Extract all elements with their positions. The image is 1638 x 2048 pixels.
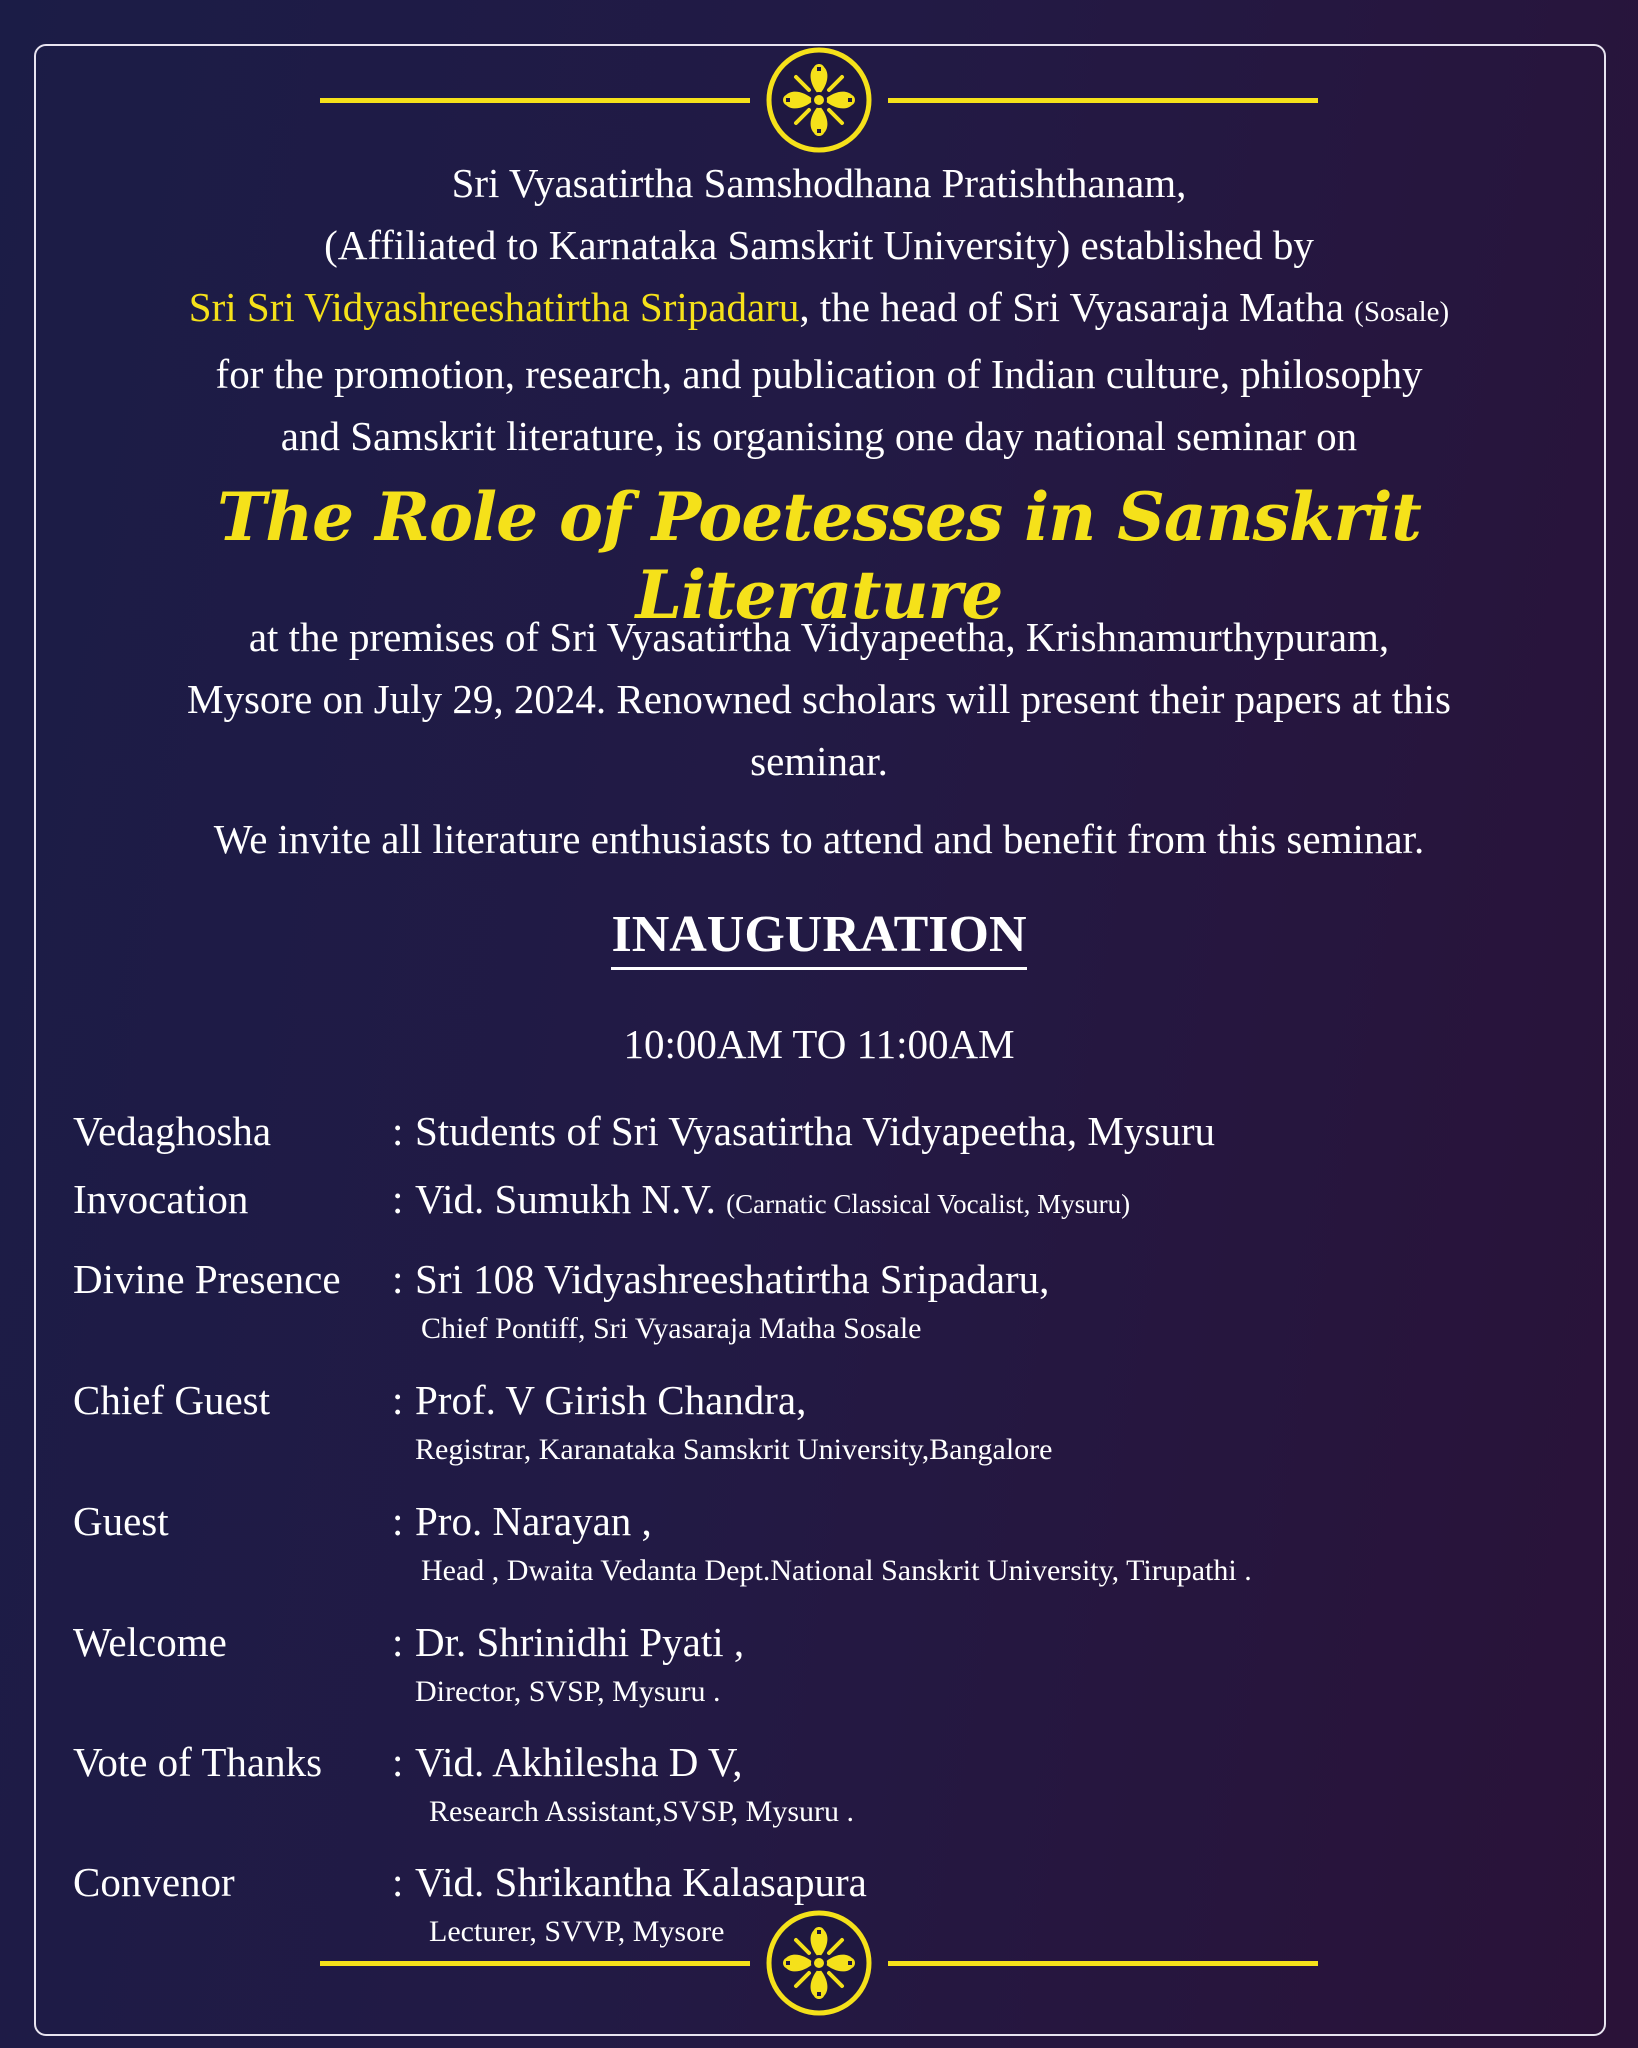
ornament-line [320, 98, 750, 103]
intro-line: and Samskrit literature, is organising one day national seminar on [280, 413, 1358, 459]
intro-text [40, 152, 1598, 467]
intro-line [40, 276, 1598, 343]
ornament-line [888, 1961, 1318, 1966]
venue-line: Mysore on July 29, 2024. Renowned scholars will present their papers at this [187, 676, 1451, 722]
ornament-line [888, 98, 1318, 103]
role-label: Vote of Thanks [73, 1739, 323, 1785]
person-name-text: Vid. Akhilesha D V, [415, 1739, 743, 1785]
flower-emblem-icon [764, 45, 874, 155]
person-designation: Chief Pontiff, Sri Vyasaraja Matha Sosale [421, 1312, 922, 1345]
role-label: Convenor [73, 1859, 235, 1905]
role-label: Chief Guest [73, 1377, 270, 1423]
role-label: Guest [73, 1498, 169, 1544]
top-ornament [0, 45, 1638, 155]
seminar-title: The Role of Poetesses in Sanskrit Literature [217, 478, 1421, 634]
venue-line: at the premises of Sri Vyasatirtha Vidyapeetha, Krishnamurthypuram, [248, 614, 1390, 660]
person-note: (Carnatic Classical Vocalist, Mysuru) [726, 1189, 1131, 1219]
person-name-text: Prof. V Girish Chandra, [415, 1377, 807, 1423]
venue-text [40, 606, 1598, 870]
ornament-line [320, 1961, 750, 1966]
intro-line: (Affiliated to Karnataka Samskrit University) established by [324, 222, 1314, 268]
person-designation: Research Assistant,SVSP, Mysuru . [429, 1795, 855, 1828]
person-name [415, 1175, 1130, 1228]
founder-name: Sri Sri Vidyashreeshatirtha Sripadaru [188, 284, 800, 330]
person-name [415, 1858, 867, 1906]
separator: : [392, 1498, 404, 1544]
bottom-ornament [0, 1908, 1638, 2018]
person-name [415, 1255, 1049, 1303]
separator: : [392, 1619, 404, 1665]
person-name [415, 1376, 806, 1424]
flower-emblem-icon [764, 1908, 874, 2018]
person-name-text: Sri 108 Vidyashreeshatirtha Sripadaru, [415, 1256, 1050, 1302]
person-designation: Director, SVSP, Mysuru . [415, 1675, 721, 1708]
person-name-text: Vid. Sumukh N.V. [415, 1176, 716, 1222]
separator: : [392, 1739, 404, 1785]
intro-line: Sri Vyasatirtha Samshodhana Pratishthanam, [451, 160, 1187, 206]
person-name-text: Students of Sri Vyasatirtha Vidyapeetha, Mysuru [415, 1108, 1215, 1154]
role-label: Divine Presence [73, 1256, 341, 1302]
person-name [415, 1107, 1215, 1155]
person-name [415, 1497, 652, 1545]
role-label: Welcome [73, 1619, 227, 1665]
location-note: (Sosale) [1354, 296, 1450, 328]
person-name-text: Dr. Shrinidhi Pyati , [415, 1619, 745, 1665]
person-name [415, 1618, 744, 1666]
venue-line: seminar. [750, 738, 888, 784]
separator: : [392, 1859, 404, 1905]
separator: : [392, 1256, 404, 1302]
separator: : [392, 1377, 404, 1423]
invitation-line: We invite all literature enthusiasts to attend and benefit from this seminar. [213, 816, 1425, 862]
person-name-text: Vid. Shrikantha Kalasapura [415, 1859, 867, 1905]
separator: : [392, 1176, 404, 1222]
intro-line: for the promotion, research, and publication of Indian culture, philosophy [215, 351, 1423, 397]
person-designation: Head , Dwaita Vedanta Dept.National Sanskrit University, Tirupathi . [421, 1554, 1252, 1587]
role-label: Invocation [73, 1176, 249, 1222]
inauguration-heading-text: INAUGURATION [611, 906, 1026, 970]
person-designation: Lecturer, SVVP, Mysore [429, 1915, 725, 1948]
separator: : [392, 1108, 404, 1154]
inauguration-time: 10:00AM TO 11:00AM [623, 1021, 1015, 1067]
person-designation: Registrar, Karanataka Samskrit University,Bangalore [415, 1433, 1053, 1466]
person-name-text: Pro. Narayan , [415, 1498, 652, 1544]
intro-text-part: , the head of Sri Vyasaraja Matha [799, 284, 1355, 330]
inauguration-heading [0, 905, 1638, 964]
person-name [415, 1738, 742, 1786]
role-label: Vedaghosha [73, 1108, 272, 1154]
